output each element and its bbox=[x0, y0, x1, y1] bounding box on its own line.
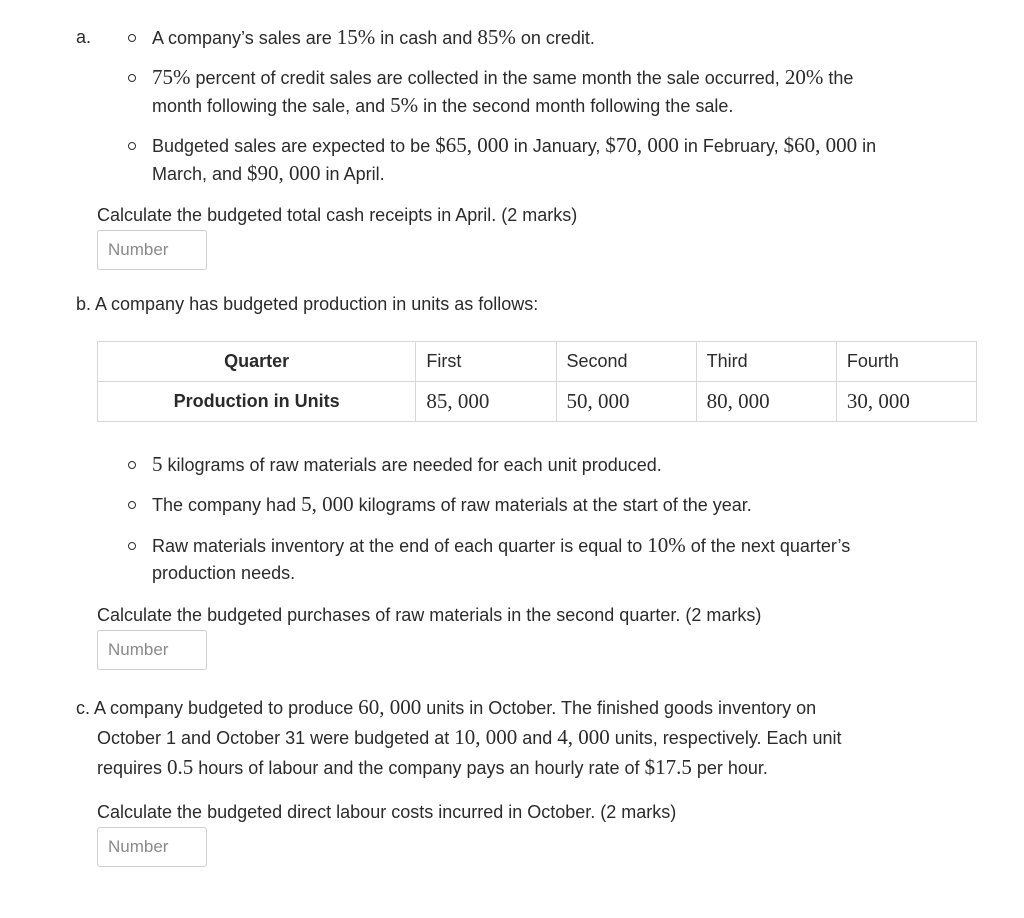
text: in cash and bbox=[375, 28, 478, 48]
text: Raw materials inventory at the end of each quarter is equal to bbox=[152, 536, 648, 556]
part-a-bullet-list bbox=[120, 24, 980, 52]
math-credit-pct: 85% bbox=[477, 25, 516, 49]
bullet-ending-inventory-policy bbox=[120, 532, 980, 587]
table-header-quarter: Quarter bbox=[98, 342, 416, 382]
text: of the next quarter’s bbox=[685, 536, 851, 556]
bullet-budgeted-sales bbox=[120, 132, 980, 188]
math-cash-pct: 15% bbox=[336, 25, 376, 49]
bullet-sales-mix bbox=[120, 24, 980, 52]
text: in bbox=[857, 136, 877, 156]
text: units, respectively. Each unit bbox=[609, 728, 842, 748]
math-apr-sales: $90, 000 bbox=[247, 161, 321, 185]
table-cell-production-4: 30, 000 bbox=[836, 382, 976, 422]
math-same-month-pct: 75% bbox=[152, 65, 191, 89]
text: October 1 and October 31 were budgeted at bbox=[97, 728, 455, 748]
math-jan-sales: $65, 000 bbox=[435, 133, 509, 157]
text: per hour. bbox=[691, 758, 768, 778]
text: in the second month following the sale. bbox=[418, 96, 734, 116]
table-cell-production-3: 80, 000 bbox=[696, 382, 836, 422]
part-b-question: Calculate the budgeted purchases of raw materials in the second quarter. (2 marks) bbox=[97, 605, 762, 625]
math-next-month-pct: 20% bbox=[784, 65, 824, 89]
text: in January, bbox=[508, 136, 606, 156]
text: hours of labour and the company pays an hourly rate of bbox=[193, 758, 645, 778]
text: in April. bbox=[320, 164, 385, 184]
table-cell-quarter-2: Second bbox=[556, 342, 696, 382]
text: the bbox=[823, 68, 854, 88]
text: on credit. bbox=[515, 28, 595, 48]
part-b-intro: b. A company has budgeted production in units as follows: bbox=[76, 294, 539, 314]
math-oct1-inventory: 10, 000 bbox=[454, 725, 518, 749]
table-cell-production-2: 50, 000 bbox=[556, 382, 696, 422]
production-table bbox=[97, 341, 977, 422]
table-header-production: Production in Units bbox=[98, 382, 416, 422]
part-a-bullet-list-2 bbox=[120, 64, 980, 120]
part-b-bullet-list-3 bbox=[120, 532, 980, 587]
table-cell-quarter-4: Fourth bbox=[836, 342, 976, 382]
text: Budgeted sales are expected to be bbox=[152, 136, 436, 156]
math-feb-sales: $70, 000 bbox=[605, 133, 679, 157]
part-c-line-2 bbox=[76, 723, 956, 753]
part-b-answer-input[interactable] bbox=[97, 630, 207, 670]
part-a-bullet-list-3 bbox=[120, 132, 980, 188]
text: production needs. bbox=[152, 563, 296, 583]
text: requires bbox=[97, 758, 168, 778]
math-second-month-pct: 5% bbox=[390, 93, 419, 117]
math-starting-kg: 5, 000 bbox=[301, 492, 354, 516]
text: month following the sale, and bbox=[152, 96, 391, 116]
table-row-production bbox=[98, 382, 977, 422]
math-oct31-inventory: 4, 000 bbox=[557, 725, 610, 749]
table-cell-production-1: 85, 000 bbox=[416, 382, 556, 422]
table-cell-quarter-3: Third bbox=[696, 342, 836, 382]
text: percent of credit sales are collected in the same month the sale occurred, bbox=[190, 68, 785, 88]
text: c. A company budgeted to produce bbox=[76, 698, 359, 718]
part-a-question: Calculate the budgeted total cash receipts in April. (2 marks) bbox=[97, 205, 578, 225]
text: March, and bbox=[152, 164, 248, 184]
bullet-starting-inventory bbox=[120, 491, 980, 519]
text: units in October. The finished goods inventory on bbox=[421, 698, 817, 718]
math-ending-inventory-pct: 10% bbox=[647, 533, 686, 557]
math-hours-per-unit: 0.5 bbox=[167, 755, 194, 779]
math-mar-sales: $60, 000 bbox=[783, 133, 858, 157]
text: The company had bbox=[152, 495, 302, 515]
part-a-answer-input[interactable] bbox=[97, 230, 207, 270]
part-c-line-3 bbox=[76, 753, 956, 783]
math-units-produced: 60, 000 bbox=[358, 695, 422, 719]
bullet-collection-pattern bbox=[120, 64, 980, 120]
text: and bbox=[517, 728, 558, 748]
text: in February, bbox=[678, 136, 784, 156]
part-c-answer-input[interactable] bbox=[97, 827, 207, 867]
math-hourly-rate: $17.5 bbox=[644, 755, 692, 779]
text: A company’s sales are bbox=[152, 28, 337, 48]
part-a-label: a. bbox=[76, 27, 92, 47]
table-row-quarter bbox=[98, 342, 977, 382]
bullet-kg-per-unit bbox=[120, 451, 980, 479]
table-cell-quarter-1: First bbox=[416, 342, 556, 382]
math-kg-per-unit: 5 bbox=[152, 452, 163, 476]
part-c-paragraph bbox=[76, 693, 956, 783]
part-b-bullet-list-2 bbox=[120, 491, 980, 519]
part-b-bullet-list bbox=[120, 451, 980, 479]
text: kilograms of raw materials at the start of the year. bbox=[353, 495, 752, 515]
part-c-question: Calculate the budgeted direct labour costs incurred in October. (2 marks) bbox=[97, 802, 677, 822]
text: kilograms of raw materials are needed for each unit produced. bbox=[162, 455, 662, 475]
